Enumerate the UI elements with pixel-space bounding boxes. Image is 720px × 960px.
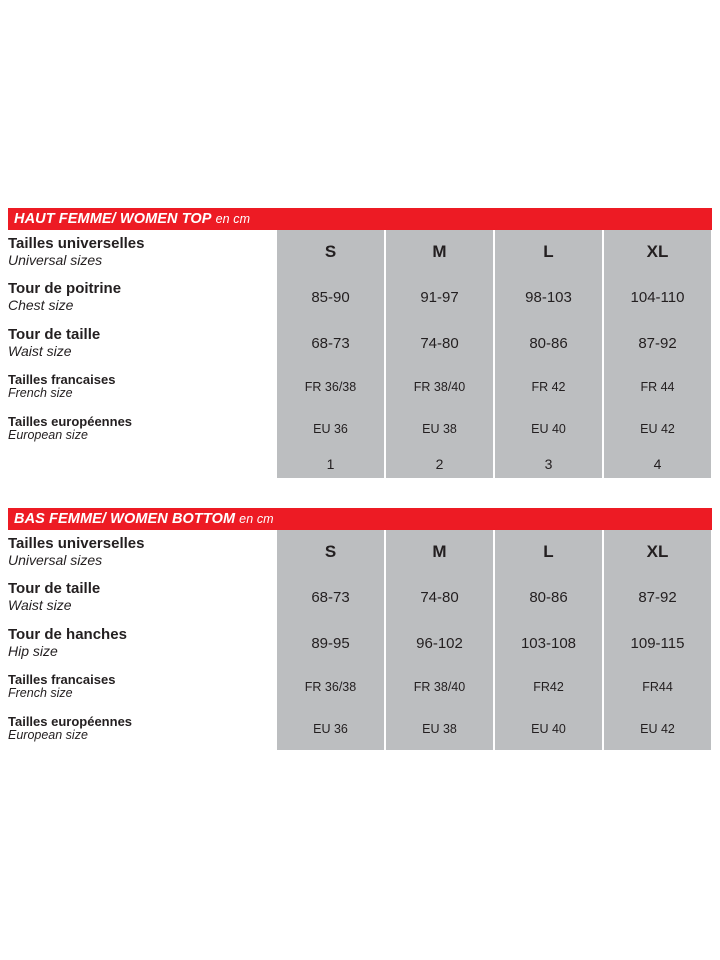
european-size-xl: EU 42 [603,408,712,450]
french-size-label-en: French size [8,686,73,701]
french-size-l: FR 42 [494,366,603,408]
european-size-label [8,708,276,750]
women-bottom-chart-title [8,508,712,530]
waist-size-xl: 87-92 [603,320,712,366]
women-bottom-chart-title-text: BAS FEMME/ WOMEN BOTTOM [14,511,236,527]
chest-size-l: 98-103 [494,274,603,320]
waist-size-label-fr: Tour de taille [8,326,101,344]
size-header-l: L [494,230,603,274]
french-size-label-en: French size [8,386,73,401]
european-size-m: EU 38 [385,408,494,450]
hip-size-l: 103-108 [494,620,603,666]
size-header-m: M [385,530,494,574]
women-top-size-chart [8,208,712,478]
table-row [8,274,712,320]
french-size-xl: FR 44 [603,366,712,408]
waist-size-label-en: Waist size [8,596,72,613]
women-bottom-size-chart [8,508,712,750]
chest-size-label [8,274,276,320]
french-size-s: FR 36/38 [276,366,385,408]
chest-size-xl: 104-110 [603,274,712,320]
european-size-m: EU 38 [385,708,494,750]
chest-size-m: 91-97 [385,274,494,320]
hip-size-label-fr: Tour de hanches [8,626,127,644]
waist-size-m: 74-80 [385,574,494,620]
waist-size-label [8,574,276,620]
european-size-label-fr: Tailles européennes [8,414,133,430]
numeric-size-s: 1 [276,450,385,478]
european-size-l: EU 40 [494,708,603,750]
waist-size-s: 68-73 [276,574,385,620]
women-top-chart-title [8,208,712,230]
size-header-l: L [494,530,603,574]
table-row [8,366,712,408]
table-row [8,620,712,666]
french-size-label [8,666,276,708]
european-size-s: EU 36 [276,708,385,750]
waist-size-label [8,320,276,366]
universal-sizes-label-en: Universal sizes [8,251,103,268]
numeric-size-m: 2 [385,450,494,478]
size-header-s: S [276,530,385,574]
european-size-l: EU 40 [494,408,603,450]
european-size-label-en: European size [8,428,88,443]
french-size-m: FR 38/40 [385,366,494,408]
waist-size-l: 80-86 [494,320,603,366]
french-size-xl: FR44 [603,666,712,708]
french-size-m: FR 38/40 [385,666,494,708]
european-size-s: EU 36 [276,408,385,450]
numeric-size-xl: 4 [603,450,712,478]
size-header-m: M [385,230,494,274]
universal-sizes-label-fr: Tailles universelles [8,535,145,553]
waist-size-xl: 87-92 [603,574,712,620]
french-size-label-fr: Tailles francaises [8,372,116,388]
waist-size-s: 68-73 [276,320,385,366]
chest-size-label-en: Chest size [8,296,74,313]
table-row [8,666,712,708]
chest-size-label-fr: Tour de poitrine [8,280,122,298]
women-top-table [8,230,713,478]
hip-size-m: 96-102 [385,620,494,666]
size-header-xl: XL [603,530,712,574]
hip-size-xl: 109-115 [603,620,712,666]
french-size-l: FR42 [494,666,603,708]
women-bottom-chart-unit: en cm [239,512,274,526]
waist-size-label-en: Waist size [8,342,72,359]
chest-size-s: 85-90 [276,274,385,320]
size-header-s: S [276,230,385,274]
european-size-label-fr: Tailles européennes [8,714,133,730]
women-bottom-table [8,530,713,750]
table-row [8,574,712,620]
size-header-xl: XL [603,230,712,274]
universal-sizes-label [8,230,276,274]
european-size-label-en: European size [8,728,88,743]
universal-sizes-label-fr: Tailles universelles [8,235,145,253]
hip-size-label [8,620,276,666]
numeric-row-label [8,450,276,478]
waist-size-m: 74-80 [385,320,494,366]
european-size-label [8,408,276,450]
table-row [8,708,712,750]
hip-size-s: 89-95 [276,620,385,666]
french-size-s: FR 36/38 [276,666,385,708]
numeric-size-l: 3 [494,450,603,478]
universal-sizes-label-en: Universal sizes [8,551,103,568]
universal-sizes-label [8,530,276,574]
table-row [8,450,712,478]
table-row [8,530,712,574]
european-size-xl: EU 42 [603,708,712,750]
hip-size-label-en: Hip size [8,642,58,659]
women-top-chart-unit: en cm [215,212,251,226]
french-size-label [8,366,276,408]
waist-size-label-fr: Tour de taille [8,580,101,598]
table-row [8,230,712,274]
table-row [8,408,712,450]
waist-size-l: 80-86 [494,574,603,620]
french-size-label-fr: Tailles francaises [8,672,116,688]
women-top-chart-title-text: HAUT FEMME/ WOMEN TOP [14,211,212,227]
table-row [8,320,712,366]
